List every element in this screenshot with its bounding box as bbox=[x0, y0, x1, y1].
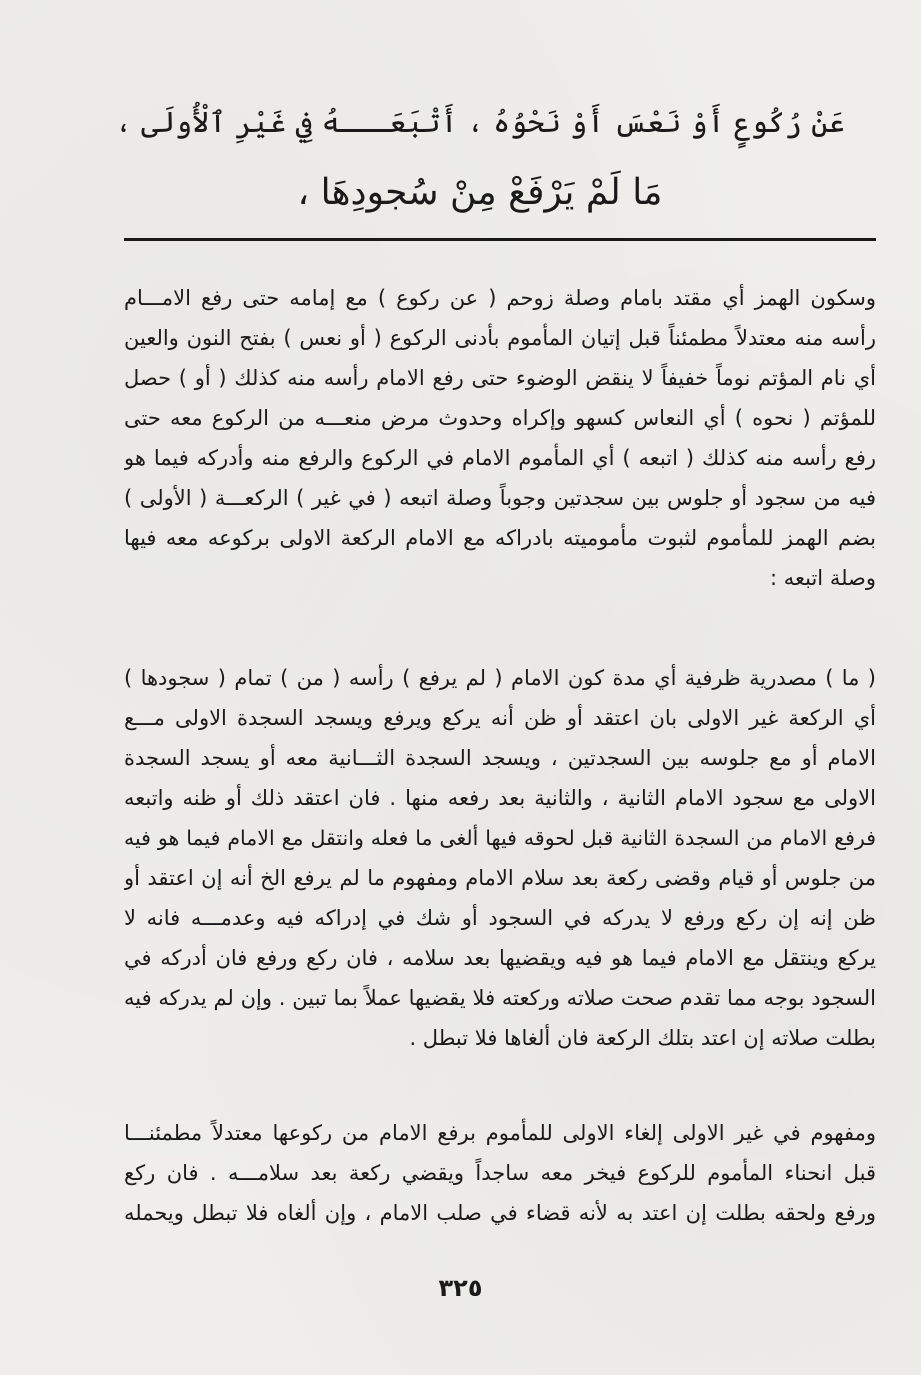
text-line: الامام أو مع جلوسه بين السجدتين ، ويسجد السجدة الثـــانية معه أو يسجد السجدة bbox=[124, 746, 876, 770]
paragraph-1 bbox=[124, 278, 876, 598]
text-line: وصلة اتبعه : bbox=[769, 566, 876, 590]
text-line: بطلت صلاته إن اعتد بتلك الركعة فان ألغاها فلا تبطل . bbox=[409, 1026, 876, 1050]
text-line: وسكون الهمز أي مقتد بامام وصلة زوحم ( عن ركوع ) مع إمامه حتى رفع الامـــام bbox=[124, 286, 876, 310]
text-line: أي الركعة غير الاولى بان اعتقد أو ظن أنه يركع ويرفع ويسجد السجدة الاولى مـــع bbox=[124, 706, 876, 730]
text-line: فيه من سجود أو جلوس بين سجدتين وجوباً وصلة اتبعه ( في غير ) الركعـــة ( الأولى ) bbox=[124, 486, 876, 510]
paragraph-3 bbox=[124, 1113, 876, 1233]
verse-line-2: مَا لَمْ يَرْفَعْ مِنْ سُجودِهَا ، bbox=[297, 172, 663, 213]
text-line: ( ما ) مصدرية ظرفية أي مدة كون الامام ( لم يرفع ) رأسه ( من ) تمام ( سجودها ) bbox=[124, 666, 876, 690]
text-line: أي نام المؤتم نوماً خفيفاً لا ينقض الوضوء حتى رفع الامام رأسه منه كذلك ( أو ) حصل bbox=[124, 366, 876, 390]
paragraph-2 bbox=[124, 658, 876, 1058]
text-line: رأسه منه معتدلاً مطمئناً قبل إتيان المأموم بأدنى الركوع ( أو نعس ) بفتح النون والعين bbox=[124, 326, 876, 350]
text-line: قبل انحناء المأموم للركوع فيخر معه ساجداً ويقضي ركعة بعد سلامـــه . فان ركع bbox=[124, 1161, 876, 1185]
text-line: من جلوس أو قيام وقضى ركعة بعد سلام الامام ومفهوم ما لم يرفع الخ أنه إن اعتقد أو bbox=[124, 866, 876, 890]
text-line: الاولى مع سجود الامام الثانية ، والثانية بعد رفعه منها . فان اعتقد ذلك أو ظنه واتبعه bbox=[124, 786, 876, 810]
text-line: بضم الهمز للمأموم لثبوت مأموميته بادراكه مع الامام الركعة الاولى بركوعه معه فيها bbox=[124, 526, 876, 550]
text-line: يركع وينتقل مع الامام فيما هو فيه ويقضيها بعد سلامه ، فان ركع ورفع فان أدركه في bbox=[124, 946, 876, 970]
text-line: فرفع الامام من السجدة الثانية قبل لحوقه فيها ألغى ما فعله وانتقل مع الامام فيما هو فيه bbox=[124, 826, 876, 850]
text-line: رفع رأسه منه كذلك ( اتبعه ) أي المأموم الامام في الركوع والرفع منه وأدركه فيما هو bbox=[124, 446, 876, 470]
text-line: ومفهوم في غير الاولى إلغاء الاولى للمأموم برفع الامام من ركوعها معتدلاً مطمئنـــا bbox=[124, 1121, 876, 1145]
verse-line-1: عَنْ رُكُوعٍ أَوْ نَعْسَ أَوْ نَحْوُهُ ، أَتْبَعَـــهُ فِي غَيْرِ ٱلْأُولَى ، bbox=[114, 105, 846, 139]
horizontal-divider bbox=[124, 238, 876, 241]
text-line: السجود بوجه مما تقدم صحت صلاته وركعته فلا يقضيها عملاً بما تبين . وإن لم يدركه فيه bbox=[124, 986, 876, 1010]
text-line: للمؤتم ( نحوه ) أي النعاس كسهو وإكراه وحدوث مرض منعـــه من الركوع معه حتى bbox=[124, 406, 876, 430]
page-number: ٣٢٥ bbox=[438, 1274, 483, 1302]
text-line: ظن إنه إن ركع ورفع لا يدركه في السجود أو شك في إدراكه فيه وعدمـــه فانه لا bbox=[124, 906, 876, 930]
text-line: ورفع ولحقه بطلت إن اعتد به لأنه قضاء في صلب الامام ، وإن ألغاه فلا تبطل ويحمله bbox=[124, 1201, 876, 1225]
